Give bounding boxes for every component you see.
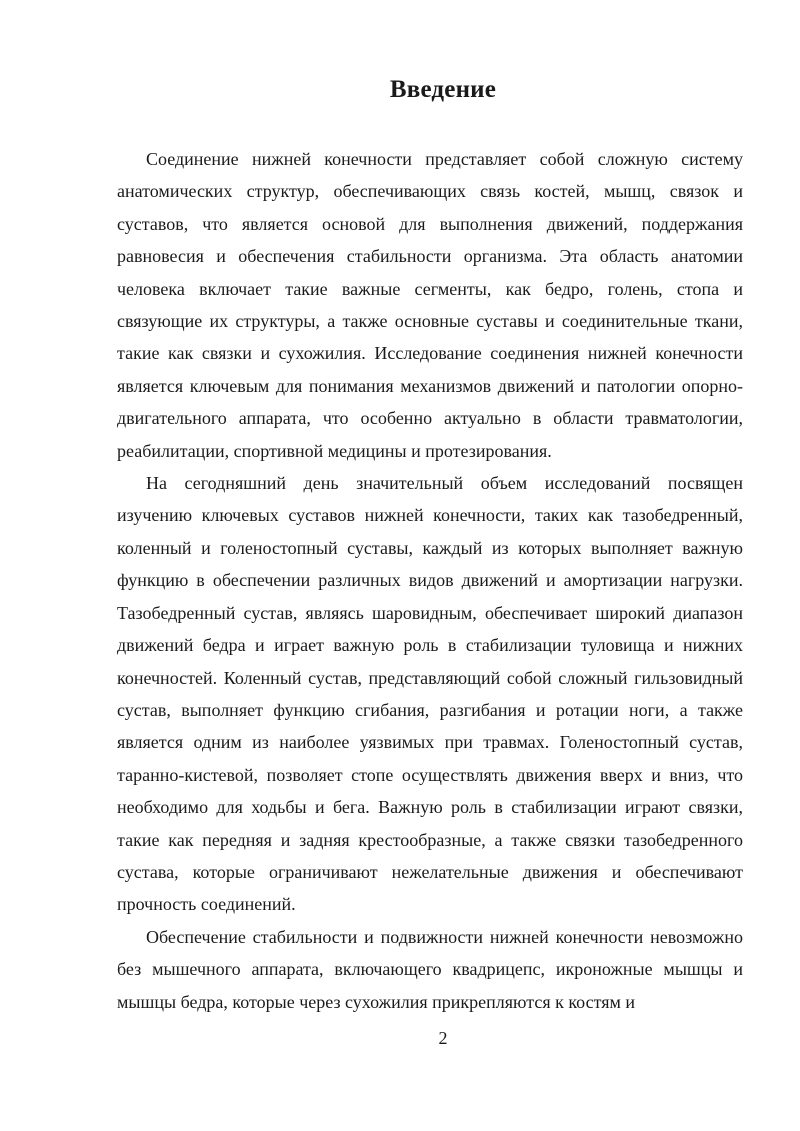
page-number: 2: [438, 1028, 448, 1048]
paragraph-3: Обеспечение стабильности и подвижности нижней конечности невозможно без мышечного аппарата, включающего квадрицепс, икроножные мышцы и мышцы бедра, которые через сухожилия прикрепляются к костям и: [117, 926, 743, 1012]
paragraph-2: На сегодняшний день значительный объем исследований посвящен изучению ключевых суставов нижней конечности, таких как тазобедренный, коленный и голеностопный суставы, каждый из которых выполняет важную функцию в обеспечении различных видов движений и амортизации нагрузки. Тазобедренный сустав, являясь шаровидным, обеспечивает широкий диапазон движений бедра и играет важную роль в стабилизации туловища и нижних конечностей. Коленный сустав, представляющий собой сложный гильзовидный сустав, выполняет функцию сгибания, разгибания и ротации ноги, а также является одним из наиболее уязвимых при травмах. Голеностопный сустав, таранно-кистевой, позволяет стопе осуществлять движения вверх и вниз, что необходимо для ходьбы и бега. Важную роль в стабилизации играют связки, такие как передняя и задняя крестообразные, а также связки тазобедренного сустава, которые ограничивают нежелательные движения и обеспечивают прочность соединений.: [117, 473, 743, 915]
section-title: Введение: [389, 76, 497, 103]
paragraph-1: Соединение нижней конечности представляет собой сложную систему анатомических структур, обеспечивающих связь костей, мышц, связок и суставов, что является основой для выполнения движений, поддержания равновесия и обеспечения стабильности организма. Эта область анатомии человека включает такие важные сегменты, как бедро, голень, стопа и связующие их структуры, а также основные суставы и соединительные ткани, такие как связки и сухожилия. Исследование соединения нижней конечности является ключевым для понимания механизмов движений и патологии опорно-двигательного аппарата, что особенно актуально в области травматологии, реабилитации, спортивной медицины и протезирования.: [117, 149, 743, 461]
body-text: [117, 143, 743, 1018]
